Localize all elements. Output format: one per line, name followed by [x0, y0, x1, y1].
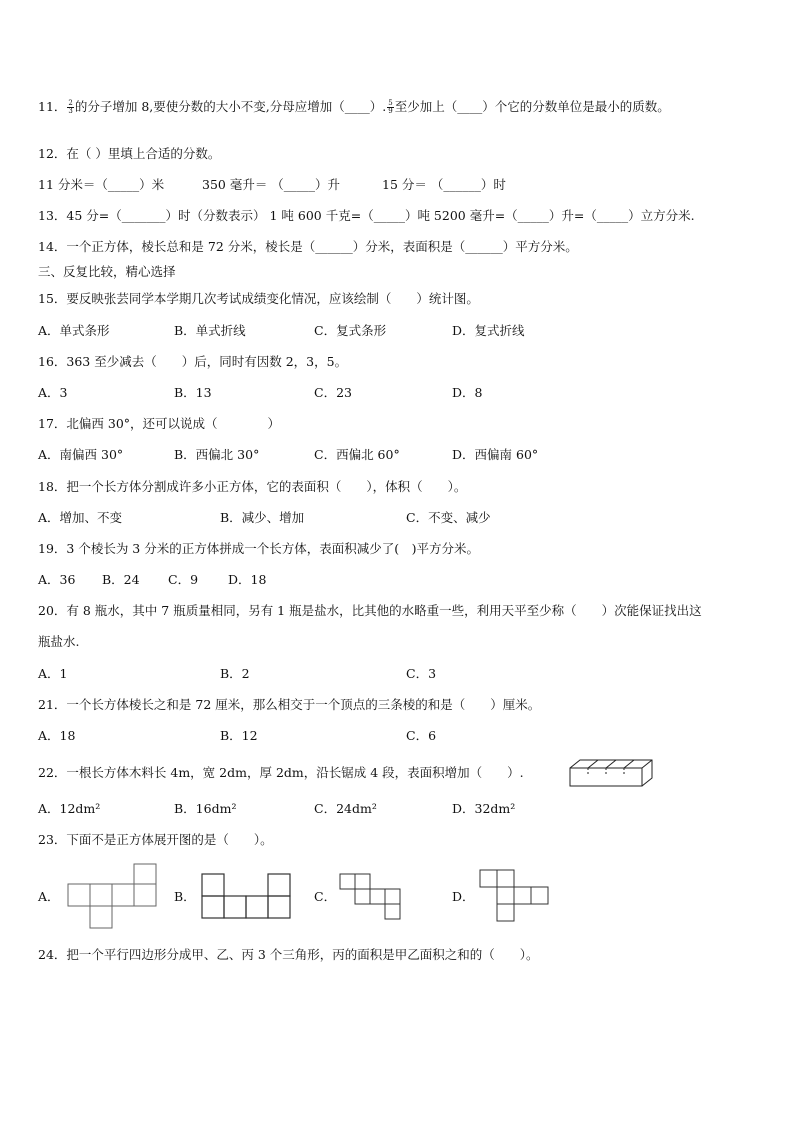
q20-option-c: C．3: [406, 666, 437, 681]
q11-fraction-1-numerator: 2: [68, 99, 73, 107]
q22-cuboid-figure: [568, 758, 654, 788]
q16-option-a: A．3: [38, 385, 68, 400]
q11-fraction-1-denominator: 3: [68, 107, 73, 115]
q23-label-d: D．: [452, 889, 475, 904]
question-20-stem-line-2: 瓶盐水.: [38, 634, 80, 649]
q21-option-c: C．6: [406, 728, 437, 743]
q15-option-a: A．单式条形: [38, 323, 110, 338]
q19-option-a: A．36: [38, 572, 76, 587]
q12-blank-a: 11 分米＝（_____）米: [38, 177, 165, 192]
question-21-stem: 21．一个长方体棱长之和是 72 厘米，那么相交于一个顶点的三条棱的和是（ ）厘米。: [38, 697, 541, 712]
question-12-title: 12．在（ ）里填上合适的分数。: [38, 146, 221, 161]
question-22-stem: 22．一根长方体木料长 4m，宽 2dm，厚 2dm，沿长锯成 4 段，表面积增加（ ）.: [38, 765, 524, 780]
section-3-heading: 三、反复比较，精心选择: [38, 264, 176, 279]
q11-fraction-2-denominator: 9: [388, 107, 393, 115]
q23-label-c: C．: [314, 889, 337, 904]
q11-fraction-1: [67, 100, 73, 115]
q22-option-c: C．24dm²: [314, 801, 377, 816]
q15-option-b: B．单式折线: [174, 323, 246, 338]
q19-option-c: C．9: [168, 572, 199, 587]
q21-option-a: A．18: [38, 728, 76, 743]
question-18-stem: 18．把一个长方体分割成许多小正方体，它的表面积（ ），体积（ ）。: [38, 479, 467, 494]
q23-label-b: B．: [174, 889, 196, 904]
q11-text-1: 的分子增加 8,要使分数的大小不变,分母应增加（____）.: [74, 99, 387, 114]
q17-option-a: A．南偏西 30°: [38, 447, 124, 462]
q20-option-a: A．1: [38, 666, 68, 681]
q21-option-b: B．12: [220, 728, 258, 743]
q11-text-2: 至少加上（____）个它的分数单位是最小的质数。: [394, 99, 670, 114]
q16-option-d: D．8: [452, 385, 483, 400]
question-24: 24．把一个平行四边形分成甲、乙、丙 3 个三角形，丙的面积是甲乙面积之和的（ ）。: [38, 947, 539, 962]
q23-net-a: [66, 862, 162, 932]
q20-option-b: B．2: [220, 666, 250, 681]
q11-fraction-2-numerator: 5: [388, 99, 393, 107]
q11-number: 11．: [38, 99, 67, 114]
q11-fraction-2: [387, 100, 393, 115]
q15-option-d: D．复式折线: [452, 323, 525, 338]
q18-option-b: B．减少、增加: [220, 510, 305, 525]
question-14: 14．一个正方体，棱长总和是 72 分米，棱长是（______）分米，表面积是（______）平方分米。: [38, 239, 578, 254]
question-17-stem: 17．北偏西 30°，还可以说成（ ）: [38, 416, 281, 431]
q16-option-b: B．13: [174, 385, 212, 400]
q12-blank-c: 15 分＝ （______）时: [382, 177, 506, 192]
q17-option-d: D．西偏南 60°: [452, 447, 539, 462]
question-15-stem: 15．要反映张芸同学本学期几次考试成绩变化情况，应该绘制（ ）统计图。: [38, 291, 479, 306]
q19-option-b: B．24: [102, 572, 140, 587]
q23-label-a: A．: [38, 889, 60, 904]
q17-option-c: C．西偏北 60°: [314, 447, 400, 462]
q18-option-c: C．不变、减少: [406, 510, 491, 525]
q16-option-c: C．23: [314, 385, 352, 400]
q23-net-b: [200, 872, 296, 920]
q23-net-d: [478, 868, 550, 926]
q23-net-c: [338, 872, 402, 922]
question-16-stem: 16．363 至少减去（ ）后，同时有因数 2，3，5。: [38, 354, 348, 369]
question-23-stem: 23．下面不是正方体展开图的是（ ）。: [38, 832, 273, 847]
q18-option-a: A．增加、不变: [38, 510, 123, 525]
question-20-stem-line-1: 20．有 8 瓶水，其中 7 瓶质量相同，另有 1 瓶是盐水，比其他的水略重一些，利用天平至少称（ ）次能保证找出这: [38, 603, 702, 618]
q12-blank-b: 350 毫升＝ （_____）升: [202, 177, 341, 192]
q17-option-b: B．西偏北 30°: [174, 447, 260, 462]
question-13: 13．45 分=（_______）时（分数表示） 1 吨 600 千克=（_____）吨 5200 毫升=（_____）升=（_____）立方分米.: [38, 208, 695, 223]
q15-option-c: C．复式条形: [314, 323, 387, 338]
q19-option-d: D．18: [228, 572, 267, 587]
question-11: [38, 99, 670, 115]
question-19-stem: 19．3 个棱长为 3 分米的正方体拼成一个长方体，表面积减少了( )平方分米。: [38, 541, 479, 556]
q22-option-d: D．32dm²: [452, 801, 516, 816]
q22-option-a: A．12dm²: [38, 801, 101, 816]
q22-option-b: B．16dm²: [174, 801, 237, 816]
